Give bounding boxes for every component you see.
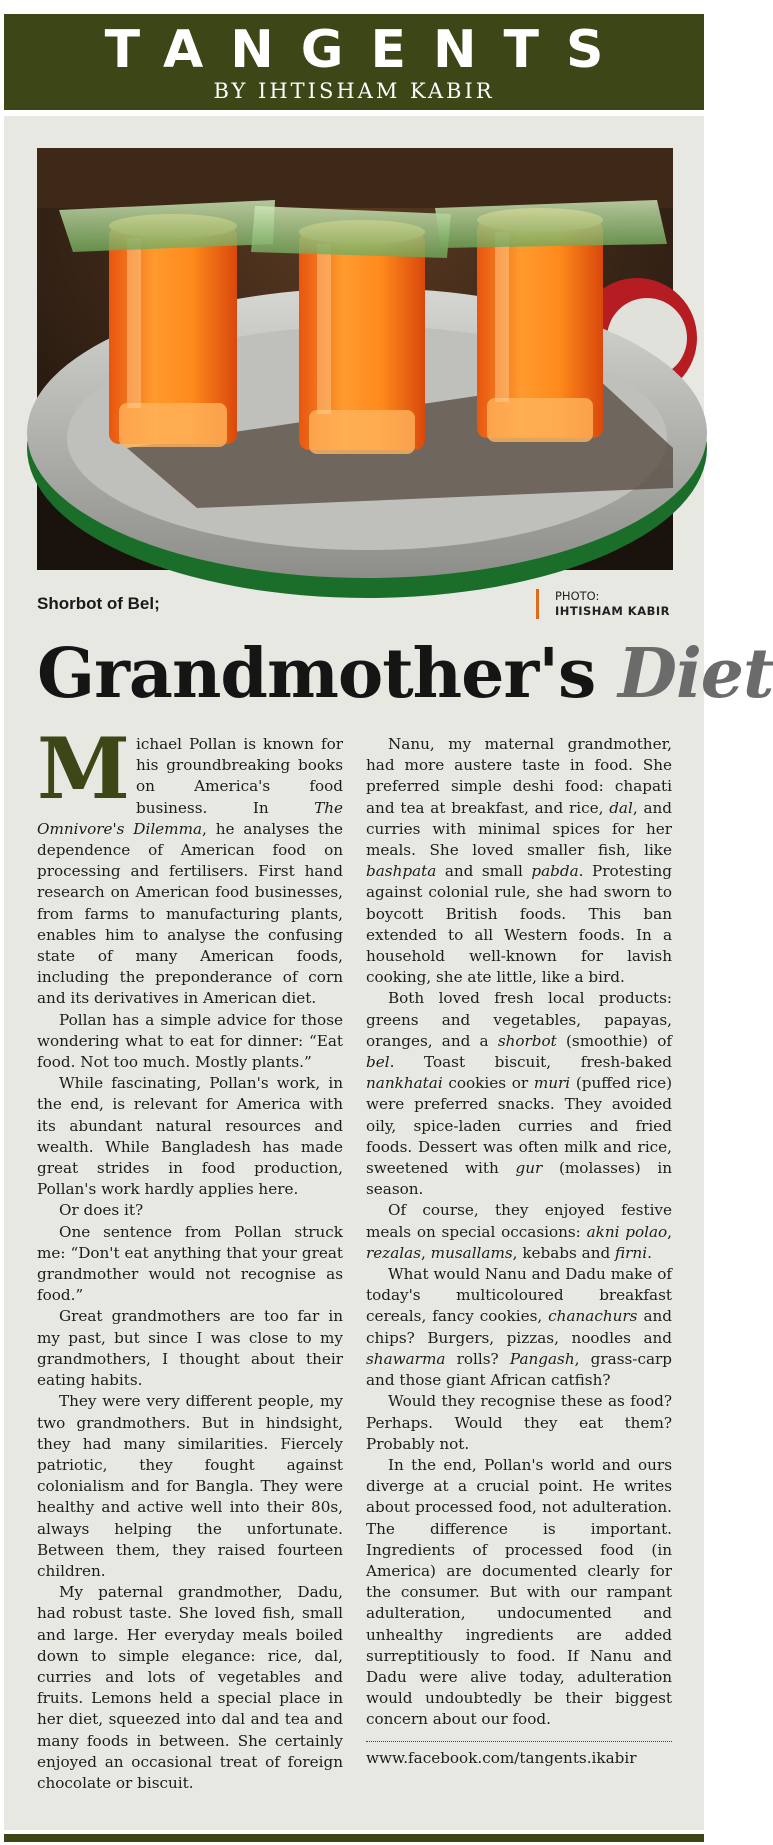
paragraph-text: cookies or: [442, 1074, 534, 1093]
masthead: [4, 14, 704, 110]
paragraph-text: .: [647, 1243, 652, 1262]
paragraph-text: , and curries with minimal spices for her meals. She loved smaller fish, like: [366, 798, 672, 860]
dotted-divider: [366, 1741, 672, 1742]
paragraph-text: , grass-carp and those giant African catfish?: [366, 1349, 672, 1390]
photo-credit: [536, 589, 670, 619]
paragraph-text: What would Nanu and Dadu make of today's multicoloured breakfast cereals, fancy cookies,: [366, 1265, 672, 1326]
paragraph-text: ,: [421, 1243, 431, 1262]
headline-main: Grandmother's: [37, 634, 596, 714]
paragraph-text: ichael Pollan is known for his groundbreaking books on America's food business. In: [135, 735, 343, 817]
paragraph-3: While fascinating, Pollan's work, in the end, is relevant for America with its abundant natural resources and wealth. While Bangladesh has made great strides in food production, Pollan's work hardly applies here.: [37, 1074, 343, 1199]
masthead-byline: BY IHTISHAM KABIR: [213, 79, 495, 103]
article-column-left: [37, 719, 344, 1794]
photo-credit-name: IHTISHAM KABIR: [555, 604, 670, 618]
author-facebook-link[interactable]: www.facebook.com/tangents.ikabir: [366, 1748, 637, 1767]
bottom-rule: [4, 1834, 704, 1842]
paragraph-text: (puffed rice) were preferred snacks. They avoided oily, spice-laden curries and fried foods. Dessert was often milk and rice, sweetened with: [366, 1074, 672, 1178]
paragraph-7: They were very different people, my two grandmothers. But in hindsight, they had many similarities. Fiercely patriotic, they fought against colonialism and for Bangla. They were healthy and active well into their 80s, always helping the unfortunate. Between them, they raised fourteen children.: [37, 1392, 343, 1580]
headline-accent: Diet: [617, 634, 773, 714]
italic-term: musallams: [430, 1243, 513, 1262]
italic-term: rezalas: [366, 1243, 422, 1262]
italic-term: Pangash: [509, 1349, 575, 1368]
paragraph-text: (molasses) in season.: [366, 1159, 672, 1199]
article-column-right: [366, 734, 672, 1769]
paragraph-9: [366, 734, 672, 988]
photo-caption: Shorbot of Bel;: [37, 594, 160, 613]
italic-term: shorbot: [497, 1031, 557, 1050]
italic-term: akni polao: [586, 1222, 668, 1241]
paragraph-8: My paternal grandmother, Dadu, had robust taste. She loved fish, small and large. Her everyday meals boiled down to simple elegance: rice, dal, curries and lots of vegetables and fruits. Lemons held a special place in her diet, squeezed into dal and tea and many foods in between. She certainly enjoyed an occasional treat of foreign chocolate or biscuit.: [37, 1583, 343, 1792]
paragraph-text: and small: [436, 862, 532, 881]
paragraph-text: ,: [667, 1222, 672, 1241]
paragraph-6: Great grandmothers are too far in my past, but since I was close to my grandmothers, I thought about their eating habits.: [37, 1307, 343, 1390]
italic-term: dal: [609, 798, 633, 817]
paragraph-text: , he analyses the dependence of American food on processing and fertilisers. First hand research on American food businesses, from farms to manufacturing plants, enables him to analyse the confusing state of many American foods, including the preponderance of corn and its derivatives in American diet.: [37, 819, 344, 1008]
italic-term: bashpata: [366, 862, 437, 881]
drop-cap: M: [37, 719, 130, 818]
paragraph-11: [366, 1200, 672, 1264]
paragraph-text: . Protesting against colonial rule, she had sworn to boycott British foods. This ban extended to all Western foods. In a household well-known for lavish cooking, she ate little, like a bird.: [366, 862, 672, 987]
paragraph-1: [37, 719, 344, 1010]
italic-term: muri: [533, 1074, 571, 1093]
paragraph-10: [366, 988, 672, 1200]
italic-term: pabda: [531, 862, 579, 881]
paragraph-text: . Toast biscuit, fresh-baked: [389, 1053, 672, 1072]
paragraph-14: In the end, Pollan's world and ours diverge at a crucial point. He writes about processed food, not adulteration. The difference is important. Ingredients of processed food (in America) are documented clearly for the consumer. But with our rampant adulteration, undocumented and unhealthy ingredients are added surreptitiously to food. If Nanu and Dadu were alive today, adulteration would undoubtedly be their biggest concern about our food.: [366, 1455, 672, 1729]
article-headline: [37, 632, 773, 716]
italic-term: gur: [515, 1159, 543, 1178]
italic-term: firni: [615, 1243, 648, 1262]
paragraph-text: Of course, they enjoyed festive meals on special occasions:: [366, 1201, 672, 1241]
paragraph-12: [366, 1264, 672, 1391]
paragraph-text: , kebabs and: [512, 1243, 616, 1262]
paragraph-2: Pollan has a simple advice for those wondering what to eat for dinner: “Eat food. Not too much. Mostly plants.”: [37, 1010, 343, 1072]
italic-term: bel: [366, 1053, 390, 1072]
paragraph-text: rolls?: [445, 1349, 510, 1368]
shorbot-photo: [37, 148, 673, 570]
paragraph-13: Would they recognise these as food? Perhaps. Would they eat them? Probably not.: [366, 1392, 672, 1453]
shorbot-glasses-illustration: [37, 148, 673, 570]
masthead-title: TANGENTS: [104, 20, 631, 80]
paragraph-4: Or does it?: [59, 1201, 144, 1220]
paragraph-text: and chips? Burgers, pizzas, noodles and: [366, 1307, 673, 1347]
paragraph-text: Nanu, my maternal grandmother, had more austere taste in food. She preferred simple deshi food: chapati and tea at breakfast, and rice,: [366, 735, 672, 817]
italic-term: chanachurs: [548, 1307, 638, 1326]
italic-term: nankhatai: [366, 1074, 443, 1093]
book-title: The Omnivore's Dilemma: [37, 798, 343, 838]
paragraph-5: One sentence from Pollan struck me: “Don't eat anything that your great grandmother would not recognise as food.”: [37, 1222, 343, 1305]
photo-credit-label: PHOTO:: [555, 589, 600, 603]
paragraph-text: (smoothie) of: [556, 1031, 673, 1050]
paragraph-text: Both loved fresh local products: greens and vegetables, papayas, oranges, and a: [366, 989, 672, 1050]
italic-term: shawarma: [366, 1349, 446, 1368]
